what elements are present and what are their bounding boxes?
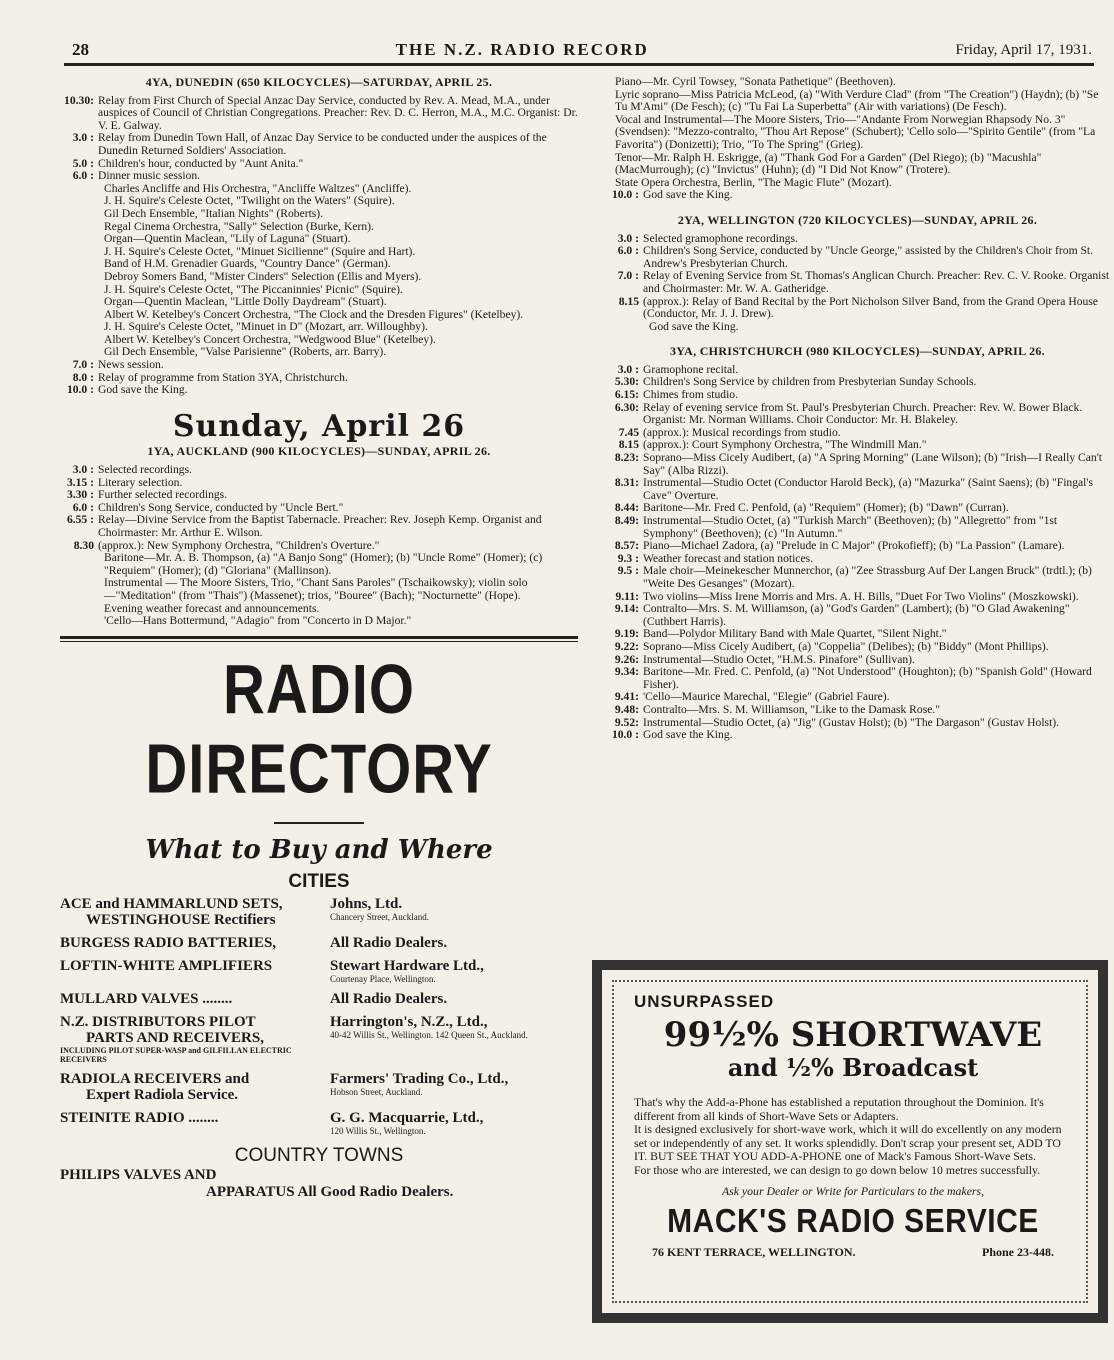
time: 10.0 :: [66, 383, 94, 397]
wellington-schedule: [605, 233, 1110, 321]
ad-paragraph: It is designed exclusively for short-wave work, which it will do excellently on any modern set or independently of any set. It works splendidly. Don't scrap your present set, ADD TO IT. BUT SEE THAT YOU ADD-A-PHONE one of Mack's Famous Short-Wave Sets.: [634, 1122, 1062, 1164]
program: Relay from Dunedin Town Hall, of Anzac Day Service to be conducted under the auspices of the Dunedin Returned Soldiers' Association.: [98, 131, 547, 157]
time: 3.0 :: [72, 131, 94, 145]
time: 9.3 :: [617, 551, 639, 565]
dealer: [330, 1014, 578, 1064]
dealer-address: 120 Willis St., Wellington.: [330, 1125, 426, 1136]
schedule-row: [605, 666, 1110, 691]
dealer-address: Courtenay Place, Wellington.: [330, 973, 436, 984]
program: Selected recordings.: [98, 463, 193, 477]
music-item: J. H. Squire's Celeste Octet, "The Piccaninnies' Picnic" (Squire).: [104, 282, 403, 296]
music-item: Band of H.M. Grenadier Guards, "Country Dance" (German).: [104, 257, 391, 271]
time: 9.5 :: [617, 564, 639, 578]
product: [60, 935, 330, 951]
time: 8.44:: [614, 501, 639, 515]
time: 6.55 :: [66, 513, 94, 527]
directory-entry: [60, 1110, 578, 1136]
dealer: [330, 1110, 578, 1136]
dealer-name: All Radio Dealers.: [330, 990, 448, 1007]
product-line-2: Expert Radiola Service.: [86, 1086, 239, 1103]
directory-entry: [60, 1071, 578, 1103]
program: News session.: [98, 358, 164, 372]
music-item: Gil Dech Ensemble, "Italian Nights" (Roberts).: [104, 206, 324, 220]
macks-radio-ad: [592, 960, 1108, 1323]
music-item: J. H. Squire's Celeste Octet, "Twilight on the Waters" (Squire).: [104, 194, 395, 208]
schedule-row: [60, 489, 578, 502]
wellington-closing: God save the King.: [649, 319, 739, 333]
schedule-row: [605, 641, 1110, 654]
directory-entry: [60, 1014, 578, 1064]
time: 9.11:: [615, 589, 639, 603]
time: 9.22:: [614, 639, 639, 653]
schedule-row: [60, 514, 578, 539]
cities-heading: CITIES: [288, 871, 350, 893]
dealer-name: Harrington's, N.Z., Ltd.,: [330, 1013, 488, 1030]
product-line: RADIOLA RECEIVERS and: [60, 1070, 250, 1087]
time: 5.0 :: [72, 156, 94, 170]
schedule-row: [605, 515, 1110, 540]
dunedin-closing: [60, 359, 578, 397]
country-line-1: PHILIPS VALVES AND: [60, 1166, 217, 1183]
time: 7.0 :: [72, 358, 94, 372]
dealer: [330, 958, 578, 984]
program: Weather forecast and station notices.: [643, 551, 814, 565]
program-item: Piano—Mr. Cyril Towsey, "Sonata Pathetique" (Beethoven).: [615, 75, 896, 88]
program-item: Lyric soprano—Miss Patricia McLeod, (a) "With Verdure Clad" (from "The Creation") (Haydn); (b) "Se Tu M'Ami" (De Fesch); (c) "Tu Fai La Superbetta" (Air with variations) (De Fesch).: [615, 87, 1099, 114]
right-column: [605, 76, 1110, 742]
dunedin-schedule: [60, 95, 578, 183]
music-item: Charles Ancliffe and His Orchestra, "Ancliffe Waltzes" (Ancliffe).: [104, 181, 412, 195]
time: 9.48:: [614, 702, 639, 716]
schedule-row: [60, 132, 578, 157]
schedule-row: [605, 704, 1110, 717]
dealer: [330, 935, 578, 951]
ad-ask: Ask your Dealer or Write for Particulars to the makers,: [721, 1183, 985, 1198]
product-line: N.Z. DISTRIBUTORS PILOT: [60, 1013, 256, 1030]
dealer-name: Johns, Ltd.: [330, 895, 403, 912]
country-towns-heading: COUNTRY TOWNS: [234, 1144, 404, 1166]
product-note: INCLUDING PILOT SUPER-WASP and GILFILLAN ELECTRIC RECEIVERS: [60, 1045, 292, 1064]
schedule-row: [60, 170, 578, 183]
time: 9.52:: [614, 715, 639, 729]
schedule-row: [605, 603, 1110, 628]
dunedin-dinner-music: [60, 183, 578, 359]
page-header: [72, 38, 1092, 62]
dealer-address: 40-42 Willis St., Wellington. 142 Queen St., Auckland.: [330, 1029, 528, 1040]
time: 9.19:: [614, 627, 639, 641]
section-rule: [60, 636, 578, 639]
product: [60, 1110, 330, 1136]
ad-body: [634, 1096, 1072, 1178]
schedule-row: [605, 389, 1110, 402]
music-item: Debroy Somers Band, "Mister Cinders" Selection (Ellis and Myers).: [104, 269, 422, 283]
product: [60, 1071, 330, 1103]
time: 9.41:: [614, 690, 639, 704]
program: Soprano—Miss Cicely Audibert, (a) "A Spring Morning" (Lane Wilson); (b) "Irish—I Really Can't Say" (Alba Rizzi).: [643, 451, 1103, 477]
time: 3.0 :: [617, 231, 639, 245]
schedule-row: [605, 189, 1110, 202]
product-line: ACE and HAMMARLUND SETS,: [60, 895, 283, 912]
auckland-heading: 1YA, AUCKLAND (900 KILOCYCLES)—SUNDAY, APRIL 26.: [147, 444, 491, 459]
dealer: [330, 1071, 578, 1103]
time: 8.30: [73, 538, 94, 552]
directory-entry: [60, 896, 578, 928]
directory-title: RADIO DIRECTORY: [145, 650, 493, 808]
country-line-2: APPARATUS All Good Radio Dealers.: [206, 1183, 454, 1200]
ad-paragraph: For those who are interested, we can design to go down below 10 metres successfully.: [634, 1162, 1041, 1177]
time: 3.0 :: [72, 463, 94, 477]
program: God save the King.: [643, 188, 733, 202]
ad-address-line: [652, 1245, 1054, 1260]
program-item: Vocal and Instrumental—The Moore Sisters, Trio—"Andante From Norwegian Rhapsody No. 3" (Svendsen): "Mezzo-contralto, "Thou Art Repose" (Schubert); 'Cello solo—"Spirito Gentile" (from "La Favorita") (Donizetti); Trio, "To The Spring" (Grieg).: [615, 112, 1096, 151]
directory-list: [60, 896, 578, 1136]
program: Relay—Divine Service from the Baptist Tabernacle. Preacher: Rev. Joseph Kemp. Organist and Choirmaster: Mr. Arthur E. Wilson.: [98, 513, 542, 539]
program-item: Instrumental — The Moore Sisters, Trio, "Chant Sans Paroles" (Tschaikowsky); violin solo—"Meditation" (from "Thais") (Massenet); trios, "Bouree" (Bach); "Nocturnette" (Hope).: [104, 576, 528, 602]
program: Relay from First Church of Special Anzac Day Service, conducted by Rev. A. Mead, M.A., under auspices of Council of Christian Congregations. Preacher: Rev. D. C. Herron, M.A., M.C. Organist: Dr. V. E. Galway.: [98, 93, 578, 132]
program: Gramophone recital.: [643, 362, 739, 376]
country-entry: [60, 1167, 578, 1201]
product: [60, 991, 330, 1007]
program: (approx.): Relay of Band Recital by the Port Nicholson Silver Band, from the Grand Opera House (Conductor, Mr. J. J. Drew).: [643, 294, 1098, 321]
publication-title: THE N.Z. RADIO RECORD: [395, 40, 649, 59]
sunday-title: Sunday, April 26: [172, 408, 466, 444]
time: 6.0 :: [72, 169, 94, 183]
product: [60, 896, 330, 928]
time: 8.57:: [614, 539, 639, 553]
schedule-row: [605, 729, 1110, 742]
ad-phone: Phone 23-448.: [982, 1244, 1054, 1259]
schedule-row: [605, 270, 1110, 295]
time: 6.0 :: [617, 244, 639, 258]
ad-paragraph: That's why the Add-a-Phone has established a reputation throughout the Dominion. It's different from all kinds of Short-Wave Sets or Adapters.: [634, 1095, 1044, 1123]
program: Children's hour, conducted by "Aunt Anita.": [98, 156, 304, 170]
program-item: Tenor—Mr. Ralph H. Eskrigge, (a) "Thank God For a Garden" (Del Riego); (b) "Macushla" (MacMurrough); (c) "Invictus" (Huhn); (d) "I Did Not Know" (Trotere).: [615, 150, 1042, 177]
wellington-heading: 2YA, WELLINGTON (720 KILOCYCLES)—SUNDAY, APRIL 26.: [677, 212, 1038, 227]
time: 6.15:: [614, 388, 639, 402]
directory-entry: [60, 991, 578, 1007]
music-item: J. H. Squire's Celeste Octet, "Minuet Sicilienne" (Squire and Hart).: [104, 244, 416, 258]
time: 8.31:: [614, 476, 639, 490]
program: Baritone—Mr. Fred C. Penfold, (a) "Requiem" (Homer); (b) "Dawn" (Curran).: [643, 501, 1009, 515]
schedule-row: [605, 477, 1110, 502]
dealer: [330, 991, 578, 1007]
time: 10.30:: [64, 93, 94, 107]
program: Two violins—Miss Irene Morris and Mrs. A. H. Bills, "Duet For Two Violins" (Moszkowski).: [643, 589, 1079, 603]
left-column: [60, 72, 578, 1201]
time: 8.23:: [614, 451, 639, 465]
time: 3.15 :: [66, 475, 94, 489]
dealer-name: Farmers' Trading Co., Ltd.,: [330, 1070, 509, 1087]
schedule-row: [60, 464, 578, 477]
time: 10.0 :: [611, 188, 639, 202]
schedule-row: [60, 95, 578, 133]
christchurch-schedule: [605, 364, 1110, 742]
product: [60, 958, 330, 984]
program: Children's Song Service, conducted by "Uncle George," assisted by the Children's Choir from St. Andrew's Presbyterian Church.: [643, 244, 1094, 270]
music-item: Organ—Quentin Maclean, "Little Dolly Daydream" (Stuart).: [104, 295, 387, 309]
program: Male choir—Meinekescher Munnerchor, (a) "Zee Strassburg Auf Der Langen Bruck" (trdtl.); (b) "Weite Des Gesanges" (Mozart).: [643, 564, 1092, 590]
ad-subhead: and ½% Broadcast: [727, 1053, 979, 1082]
time: 9.34:: [614, 665, 639, 679]
schedule-row: [605, 245, 1110, 270]
program: God save the King.: [98, 383, 188, 397]
program: Instrumental—Studio Octet, (a) "Jig" (Gustav Holst); (b) "The Dargason" (Gustav Holst).: [643, 715, 1060, 729]
program-item: State Opera Orchestra, Berlin, "The Magic Flute" (Mozart).: [615, 175, 892, 189]
schedule-row: [60, 384, 578, 397]
program: Contralto—Mrs. S. M. Williamson, (a) "God's Garden" (Lambert); (b) "O Glad Awakening" (Cuthbert Harris).: [643, 602, 1070, 628]
music-item: Regal Cinema Orchestra, "Sally" Selection (Burke, Kern).: [104, 219, 374, 233]
christchurch-continued-items: [605, 76, 1110, 189]
program: Further selected recordings.: [98, 488, 228, 502]
program: Literary selection.: [98, 475, 183, 489]
time: 10.0 :: [611, 728, 639, 742]
product-line-2: WESTINGHOUSE Rectifiers: [86, 911, 276, 928]
product: [60, 1014, 330, 1064]
ad-kicker: UNSURPASSED: [634, 992, 775, 1011]
ad-company: MACK'S RADIO SERVICE: [667, 1202, 1039, 1240]
page-number: 28: [72, 40, 89, 59]
program: Instrumental—Studio Octet, "H.M.S. Pinafore" (Sullivan).: [643, 652, 915, 666]
dealer: [330, 896, 578, 928]
time: 6.30:: [614, 400, 639, 414]
dunedin-heading: 4YA, DUNEDIN (650 KILOCYCLES)—SATURDAY, APRIL 25.: [145, 75, 493, 89]
program: Children's Song Service by children from Presbyterian Sunday Schools.: [643, 375, 977, 389]
issue-date: Friday, April 17, 1931.: [955, 41, 1092, 58]
time: 3.30 :: [66, 488, 94, 502]
program: Piano—Michael Zadora, (a) "Prelude in C Major" (Prokofieff); (b) "La Passion" (Lamare).: [643, 539, 1065, 553]
program: God save the King.: [643, 728, 733, 742]
product-line-2: PARTS AND RECEIVERS,: [86, 1029, 264, 1046]
dealer-address: Chancery Street, Auckland.: [330, 911, 429, 922]
schedule-row: [605, 296, 1110, 321]
section-rule-thin: [60, 641, 578, 642]
dealer-address: Hobson Street, Auckland.: [330, 1086, 423, 1097]
product-line: STEINITE RADIO ........: [60, 1109, 219, 1126]
program: Baritone—Mr. Fred. C. Penfold, (a) "Not Understood" (Houghton); (b) "Spanish Gold" (Howard Fisher).: [643, 665, 1092, 691]
product-line: BURGESS RADIO BATTERIES,: [60, 934, 277, 951]
schedule-row: [605, 452, 1110, 477]
directory-entry: [60, 935, 578, 951]
music-item: Albert W. Ketelbey's Concert Orchestra, "The Clock and the Dresden Figures" (Ketelbey).: [104, 307, 524, 321]
music-item: Organ—Quentin Maclean, "Lily of Laguna" (Stuart).: [104, 232, 351, 246]
schedule-row: [605, 402, 1110, 427]
schedule-row: [605, 540, 1110, 553]
time: 3.0 :: [617, 362, 639, 376]
program: (approx.): New Symphony Orchestra, "Children's Overture.": [98, 538, 380, 552]
time: 9.14:: [614, 602, 639, 616]
schedule-row: [605, 565, 1110, 590]
ad-headline: 99½% SHORTWAVE: [663, 1015, 1043, 1055]
program-item: Evening weather forecast and announcements.: [104, 601, 320, 615]
music-item: Gil Dech Ensemble, "Valse Parisienne" (Roberts, arr. Barry).: [104, 345, 387, 359]
program: Dinner music session.: [98, 169, 201, 183]
dealer-name: Stewart Hardware Ltd.,: [330, 957, 484, 974]
time: 7.0 :: [617, 269, 639, 283]
dealer-name: All Radio Dealers.: [330, 934, 448, 951]
program: Contralto—Mrs. S. M. Williamson, "Like to the Damask Rose.": [643, 702, 940, 716]
product-line: MULLARD VALVES ........: [60, 990, 233, 1007]
directory-rule: [274, 822, 364, 824]
schedule-row: [60, 359, 578, 372]
dealer-name: G. G. Macquarrie, Ltd.,: [330, 1109, 484, 1126]
program: (approx.): Musical recordings from studio.: [643, 425, 841, 439]
time: 8.49:: [614, 514, 639, 527]
auckland-schedule: [60, 464, 578, 552]
program: Relay of programme from Station 3YA, Christchurch.: [98, 370, 348, 384]
auckland-items: [60, 552, 578, 628]
time: 6.0 :: [72, 500, 94, 514]
product-line: LOFTIN-WHITE AMPLIFIERS: [60, 957, 273, 974]
time: 8.0 :: [72, 370, 94, 384]
program: Band—Polydor Military Band with Male Quartet, "Silent Night.": [643, 627, 947, 641]
program: Relay of Evening Service from St. Thomas's Anglican Church. Preacher: Rev. C. V. Rooke. Organist and Choirmaster: Mr. W. A. Gatheridge.: [643, 269, 1110, 295]
ad-inner: [612, 980, 1088, 1303]
header-rule: [64, 63, 1094, 66]
program: Relay of evening service from St. Paul's Presbyterian Church. Preacher: Rev. W. Bower Black. Organist: Mr. Norman Williams. Choir Conductor: Mr. H. Blakeley.: [643, 400, 1083, 427]
directory-entry: [60, 958, 578, 984]
program: Chimes from studio.: [643, 388, 739, 402]
time: 9.26:: [614, 652, 639, 666]
program-item: 'Cello—Hans Bottermund, "Adagio" from "Concerto in D Major.": [104, 614, 412, 628]
program: Instrumental—Studio Octet, (a) "Turkish March" (Beethoven); (b) "Allegretto" from "1st Symphony" (Beethoven); (c) "In Autumn.": [643, 514, 1058, 540]
program-item: Baritone—Mr. A. B. Thompson, (a) "A Banjo Song" (Homer); (b) "Uncle Rome" (Homer); (c) "Requiem" (Homer); (d) "Gloriana" (Mallinson).: [104, 551, 543, 577]
program: Instrumental—Studio Octet (Conductor Harold Beck), (a) "Mazurka" (Saint Saens); (b) "Fingal's Cave" Overture.: [643, 476, 1093, 502]
program: Selected gramophone recordings.: [643, 231, 798, 245]
program: Soprano—Miss Cicely Audibert, (a) "Coppelia" (Delibes); (b) "Biddy" (Mont Phillips).: [643, 639, 1049, 653]
time: 8.15: [618, 438, 639, 452]
time: 5.30:: [614, 375, 639, 389]
program: Children's Song Service, conducted by "Uncle Bert.": [98, 500, 344, 514]
christchurch-heading: 3YA, CHRISTCHURCH (980 KILOCYCLES)—SUNDAY, APRIL 26.: [669, 344, 1045, 359]
time: 7.45: [618, 425, 639, 439]
time: 8.15: [618, 294, 639, 308]
music-item: Albert W. Ketelbey's Concert Orchestra, "Wedgwood Blue" (Ketelbey).: [104, 332, 436, 346]
ad-address: 76 KENT TERRACE, WELLINGTON.: [652, 1244, 856, 1259]
program: (approx.): Court Symphony Orchestra, "The Windmill Man.": [643, 438, 927, 452]
music-item: J. H. Squire's Celeste Octet, "Minuet in D" (Mozart, arr. Willoughby).: [104, 320, 428, 334]
program: 'Cello—Maurice Marechal, "Elegie" (Gabriel Faure).: [643, 690, 890, 704]
directory-subtitle: What to Buy and Where: [145, 834, 493, 865]
